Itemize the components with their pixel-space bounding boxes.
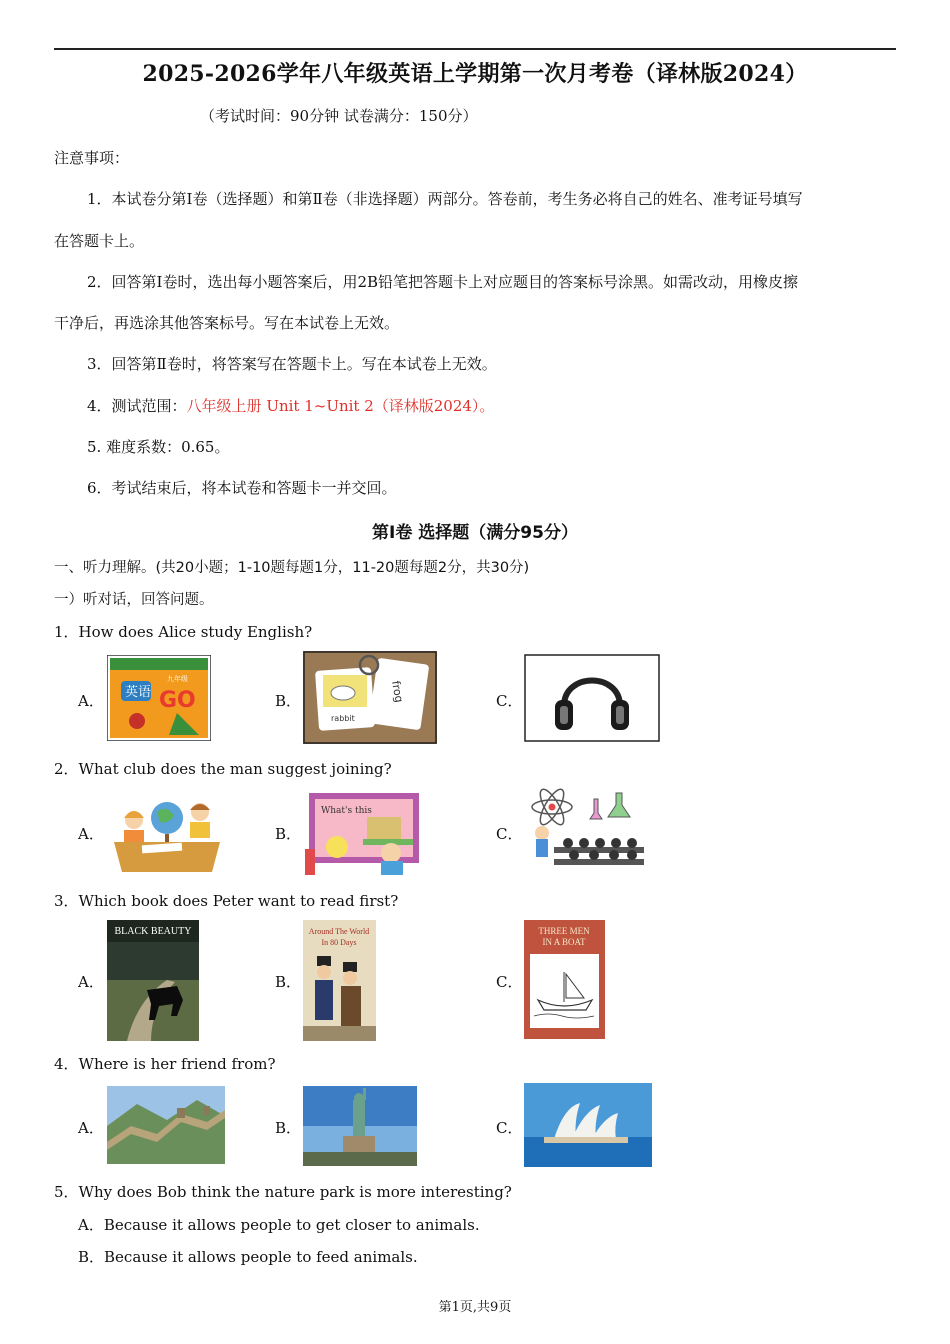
exam-title: 2025-2026学年八年级英语上学期第一次月考卷（译林版2024） [142,61,808,87]
exam-subtitle: （考试时间：90分钟 试卷满分：150分） [200,107,478,125]
q1-option-a-label: A． [78,692,104,710]
notice-1: 1．本试卷分第Ⅰ卷（选择题）和第Ⅱ卷（非选择题）两部分。答卷前，考生务必将自己的姓名、准考证号填写 [87,190,803,208]
notice-2-cont: 干净后，再选涂其他答案标号。写在本试卷上无效。 [54,314,400,332]
q3c-title-line1: THREE MEN [538,926,590,936]
q1b-text-rabbit: rabbit [331,714,355,723]
q3b-title-line1: Around The World [308,927,370,936]
q3-option-b-image[interactable] [303,920,376,1041]
q2-option-c-label: C． [496,825,523,843]
notice-4-scope: 八年级上册 Unit 1~Unit 2（译林版2024）。 [186,397,495,415]
q3b-title-line2: In 80 Days [321,938,357,947]
notice-6: 6．考试结束后，将本试卷和答题卡一并交回。 [87,479,397,497]
q1a-text-grade: 九年级 [167,675,188,683]
around-the-world-book-icon [303,920,376,1041]
q2-option-b-label: B． [275,825,302,843]
q4-option-b-label: B． [275,1119,302,1137]
q3-option-c-image[interactable] [524,920,605,1039]
q3-option-a-image[interactable] [107,920,199,1041]
svg-text:GO: GO [159,688,196,713]
q4-option-c-label: C． [496,1119,523,1137]
part1-subheading: 一）听对话，回答问题。 [54,592,214,608]
notice-5: 5. 难度系数：0.65。 [87,438,230,456]
q1-option-c-image[interactable] [524,654,660,742]
black-beauty-book-icon [107,920,199,1041]
question-3: 3．Which book does Peter want to read first? [54,892,399,910]
q1-option-b-label: B． [275,692,302,710]
q1b-text-frog: frog [389,679,406,704]
q2-option-a-label: A． [78,825,104,843]
sydney-opera-house-icon [524,1083,652,1167]
flashcards-icon [303,651,437,744]
notice-2: 2．回答第Ⅰ卷时，选出每小题答案后，用2B铅笔把答题卡上对应题目的答案标号涂黑。如需改动，用橡皮擦 [87,273,799,291]
q3a-title: BLACK BEAUTY [114,926,192,937]
part1-heading: 一、听力理解。(共20小题；1-10题每题1分，11-20题每题2分，共30分) [54,560,530,576]
q1-option-c-label: C． [496,692,523,710]
notice-4-label: 4．测试范围： [87,397,187,415]
three-men-boat-book-icon [524,920,605,1039]
textbook-icon [107,655,211,741]
question-4: 4．Where is her friend from? [54,1055,276,1073]
q1-option-a-image[interactable] [107,655,211,741]
q2-option-a-image[interactable] [112,790,222,875]
q5-option-a[interactable]: A．Because it allows people to get closer to animals. [78,1216,480,1234]
geography-club-icon [112,790,222,875]
question-2: 2．What club does the man suggest joining? [54,760,392,778]
q2b-text: What's this [321,806,372,816]
top-rule [54,48,896,50]
q5-option-b[interactable]: B．Because it allows people to feed animals. [78,1248,418,1266]
science-club-icon [524,787,646,878]
q3-option-b-label: B． [275,973,302,991]
headphones-icon [524,654,660,742]
section-title: 第Ⅰ卷 选择题（满分95分） [372,523,578,543]
q4-option-a-label: A． [78,1119,104,1137]
q3-option-a-label: A． [78,973,104,991]
notice-1-cont: 在答题卡上。 [54,232,145,250]
notice-4 [87,395,494,416]
q2-option-c-image[interactable] [524,787,646,878]
question-5: 5．Why does Bob think the nature park is more interesting? [54,1183,512,1201]
q4-option-a-image[interactable] [107,1086,225,1164]
great-wall-icon [107,1086,225,1164]
question-1: 1．How does Alice study English? [54,623,313,641]
q1-option-b-image[interactable] [303,651,437,744]
art-club-icon [303,789,423,878]
q2-option-b-image[interactable] [303,789,423,878]
q4-option-b-image[interactable] [303,1086,417,1166]
notice-heading: 注意事项： [54,149,130,167]
notice-3: 3．回答第Ⅱ卷时，将答案写在答题卡上。写在本试卷上无效。 [87,355,497,373]
statue-of-liberty-icon [303,1086,417,1166]
page-footer: 第1页,共9页 [438,1300,512,1315]
q3c-title-line2: IN A BOAT [542,937,586,947]
q3-option-c-label: C． [496,973,523,991]
q1a-text-english: 英语 [125,685,152,700]
q4-option-c-image[interactable] [524,1083,652,1167]
